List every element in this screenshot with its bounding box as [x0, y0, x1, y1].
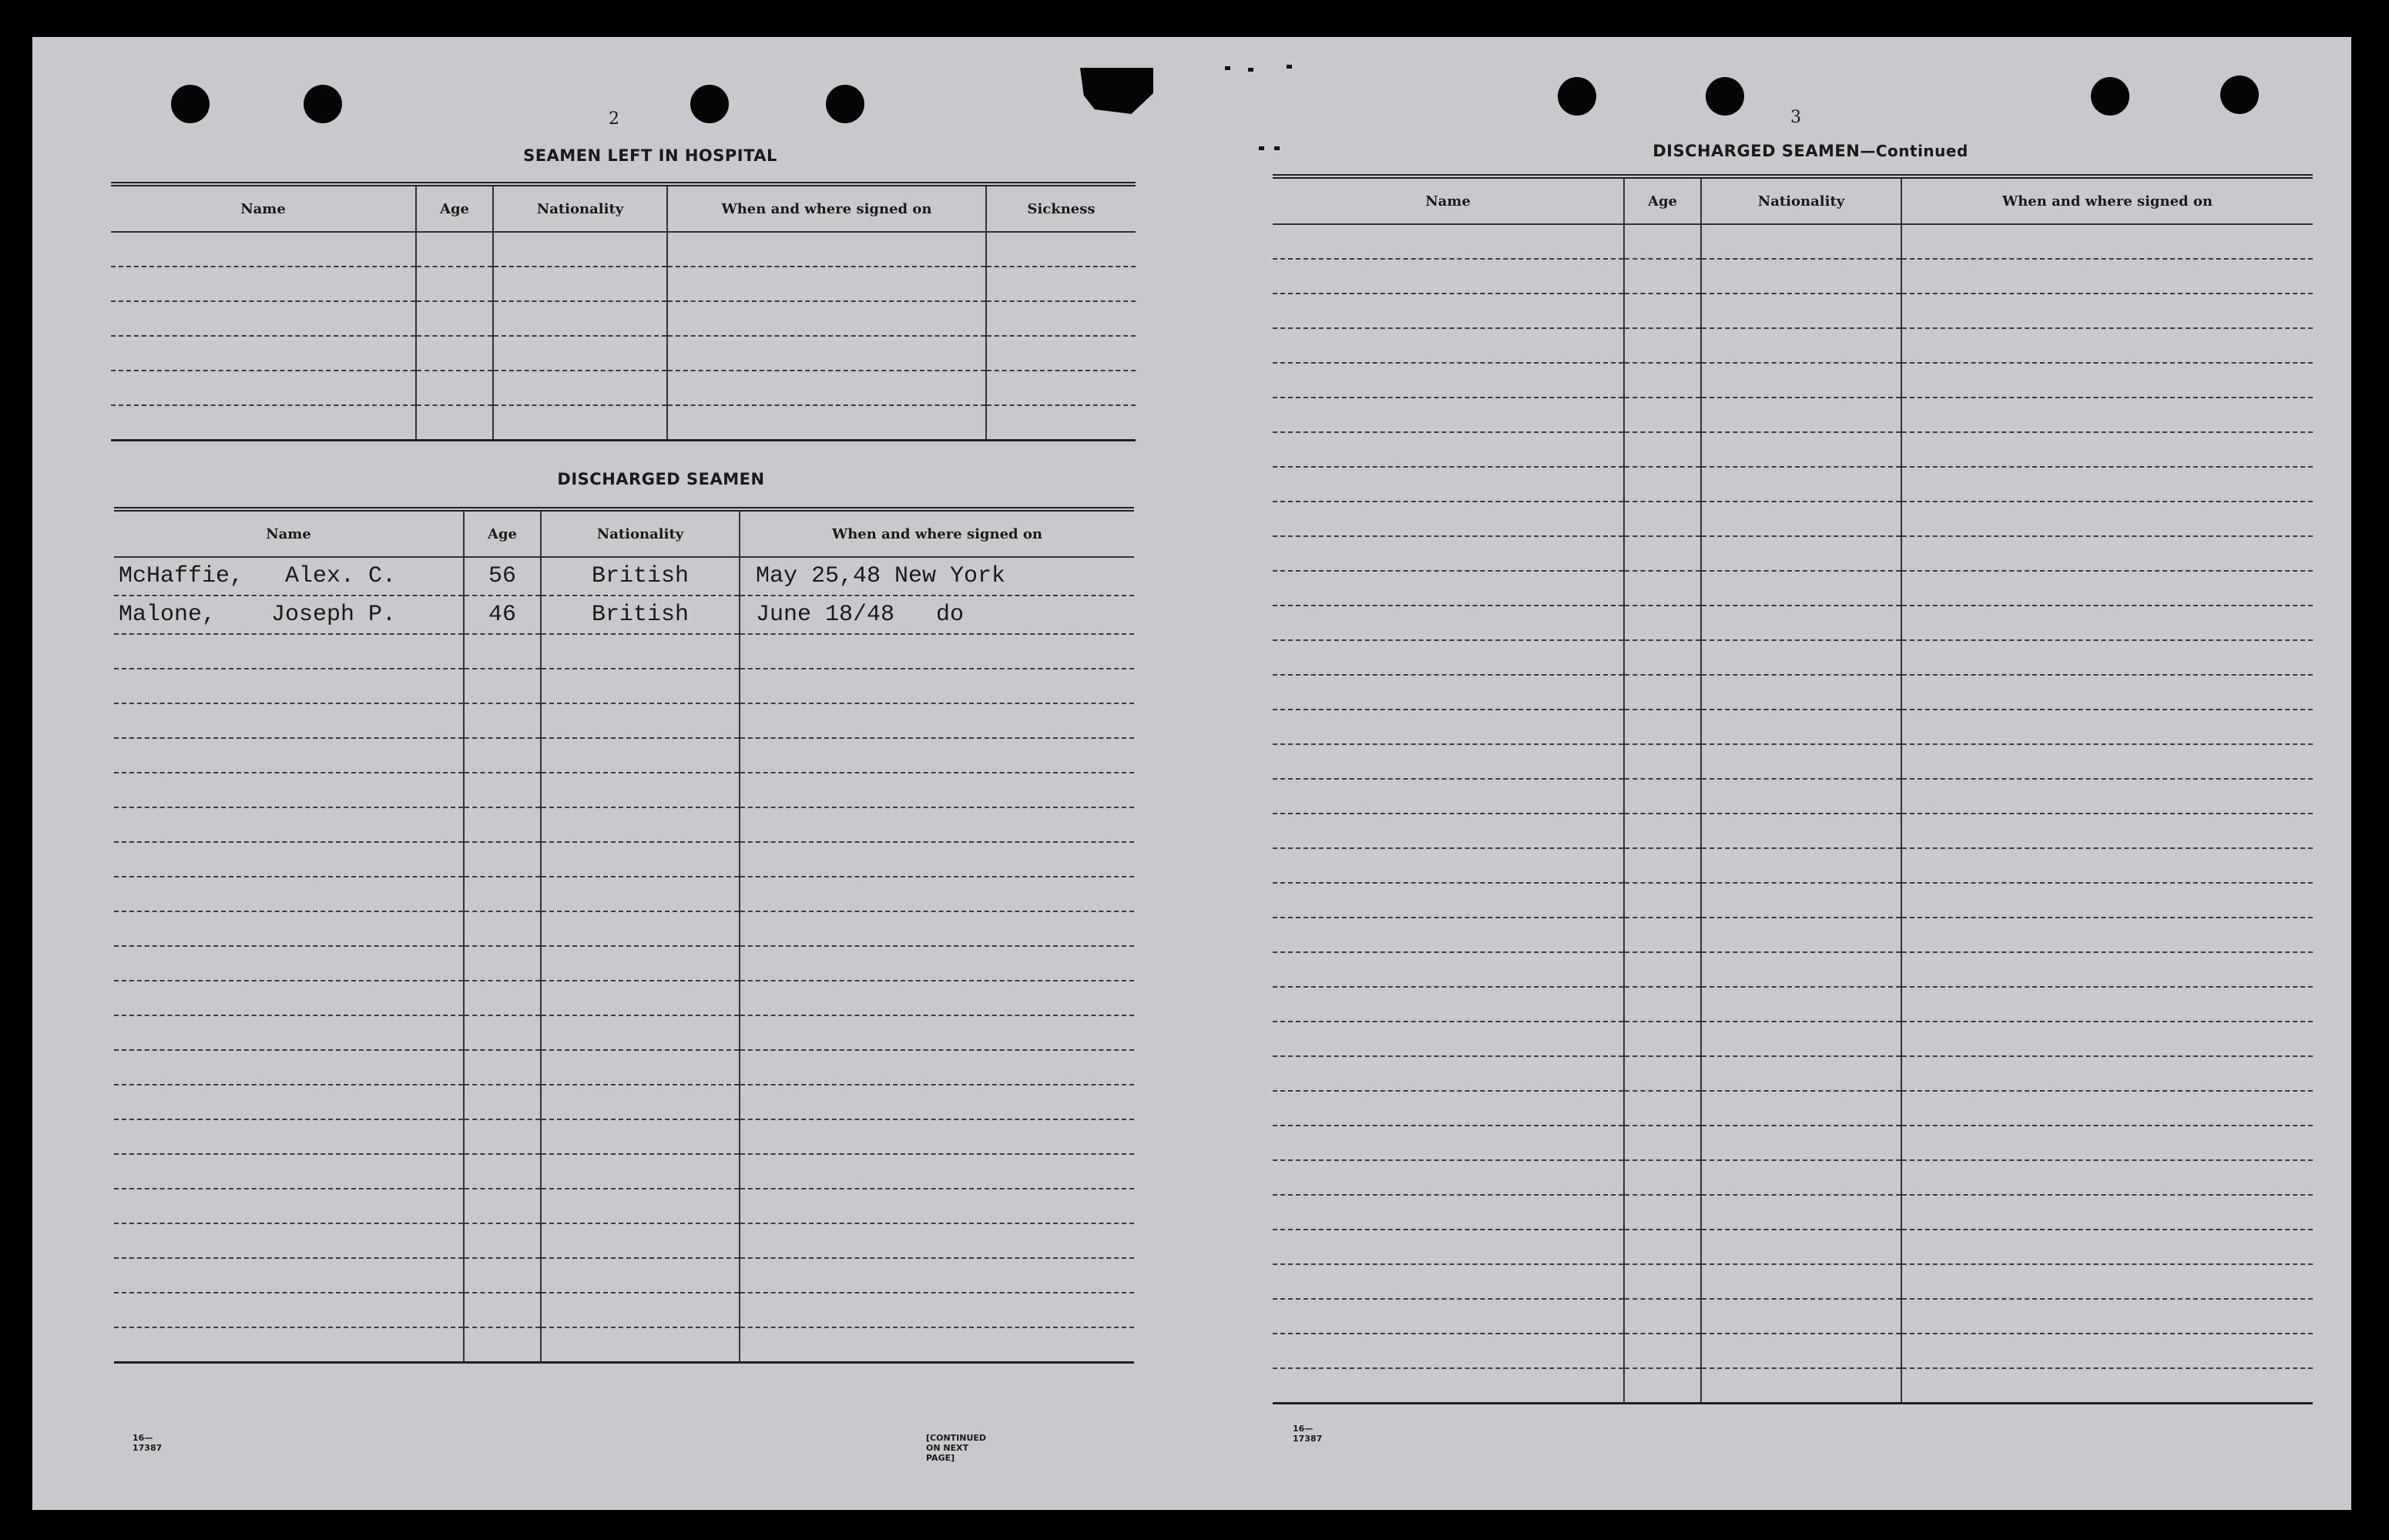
table-row [1273, 1126, 2313, 1160]
torn-notch [1080, 68, 1153, 114]
table-row [1273, 918, 2313, 952]
form-number: 16—17387 [133, 1433, 163, 1453]
table-row [111, 336, 1136, 371]
table-row [114, 981, 1134, 1015]
table-row [1273, 848, 2313, 883]
col-name: Name [111, 184, 416, 232]
col-age: Age [416, 184, 493, 232]
table-row [1273, 1334, 2313, 1368]
table-row [1273, 744, 2313, 779]
punch-hole [2220, 75, 2259, 114]
seaman-name: McHaffie, Alex. C. [114, 557, 464, 596]
right-section-title [1271, 142, 2350, 160]
table-row [114, 877, 1134, 911]
table-row [1273, 675, 2313, 710]
table-row [1273, 467, 2313, 502]
table-row [1273, 571, 2313, 606]
table-row [114, 1258, 1134, 1293]
document-sheet [32, 37, 2351, 1510]
table-row [114, 557, 1134, 596]
table-row [1273, 536, 2313, 571]
table-row [114, 911, 1134, 946]
continued-note: [CONTINUED ON NEXT PAGE] [926, 1433, 987, 1463]
table-row [111, 267, 1136, 301]
punch-hole [1706, 77, 1744, 116]
table-row [1273, 398, 2313, 432]
seaman-name: Malone, Joseph P. [114, 596, 464, 634]
punch-hole [690, 85, 729, 123]
table-row [111, 405, 1136, 440]
table-row [114, 1119, 1134, 1154]
col-name: Name [1273, 176, 1624, 224]
seaman-signed-on: May 25,48 New York [740, 557, 1134, 596]
table-row [1273, 640, 2313, 675]
table-row [1273, 952, 2313, 987]
page-number: 2 [609, 109, 619, 129]
table-row [114, 1189, 1134, 1223]
col-sickness: Sickness [986, 184, 1136, 232]
punch-hole [2091, 77, 2129, 116]
table-row [1273, 1091, 2313, 1126]
discharged-table [114, 507, 1134, 1364]
col-age: Age [464, 509, 541, 557]
speck [1259, 146, 1264, 150]
table-row [114, 773, 1134, 807]
table-row [1273, 259, 2313, 294]
table-row [111, 301, 1136, 336]
table-row [114, 946, 1134, 981]
table-row [114, 1154, 1134, 1189]
punch-hole [171, 85, 210, 123]
punch-hole [826, 85, 864, 123]
discharged-rows [114, 557, 1134, 1362]
table-row [1273, 1022, 2313, 1056]
table-row [1273, 1056, 2313, 1091]
hospital-section-title: SEAMEN LEFT IN HOSPITAL [523, 146, 777, 165]
hospital-table [111, 182, 1136, 441]
table-row [114, 1327, 1134, 1362]
hospital-rows [111, 232, 1136, 440]
table-row [1273, 1368, 2313, 1403]
table-row [1273, 294, 2313, 328]
table-row [1273, 363, 2313, 398]
table-row [114, 596, 1134, 634]
form-number: 16—17387 [1293, 1424, 1323, 1444]
table-row [1273, 1264, 2313, 1299]
punch-hole [1558, 77, 1596, 116]
table-row [111, 371, 1136, 405]
table-row [114, 842, 1134, 877]
col-signed-on: When and where signed on [667, 184, 986, 232]
table-row [1273, 328, 2313, 363]
table-row [1273, 710, 2313, 744]
title-main: DISCHARGED SEAMEN [1653, 142, 1861, 160]
table-row [1273, 779, 2313, 814]
table-row [114, 703, 1134, 738]
table-row [114, 1085, 1134, 1119]
col-nationality: Nationality [493, 184, 667, 232]
col-name: Name [114, 509, 464, 557]
table-row [111, 232, 1136, 267]
col-age: Age [1624, 176, 1701, 224]
table-row [1273, 987, 2313, 1022]
punch-hole [304, 85, 342, 123]
col-nationality: Nationality [1701, 176, 1901, 224]
table-row [114, 738, 1134, 773]
table-row [114, 807, 1134, 842]
seaman-nationality: British [541, 596, 740, 634]
table-row [1273, 1160, 2313, 1195]
speck [1287, 65, 1292, 69]
seaman-age: 46 [464, 596, 541, 634]
seaman-age: 56 [464, 557, 541, 596]
table-row [1273, 1195, 2313, 1230]
table-row [114, 1293, 1134, 1327]
seaman-nationality: British [541, 557, 740, 596]
table-row [1273, 502, 2313, 536]
table-row [1273, 1230, 2313, 1264]
table-row [114, 669, 1134, 703]
table-row [1273, 814, 2313, 848]
speck [1225, 66, 1230, 70]
table-row [1273, 606, 2313, 640]
table-row [1273, 883, 2313, 918]
col-signed-on: When and where signed on [740, 509, 1134, 557]
title-suffix: —Continued [1860, 142, 1968, 160]
table-row [1273, 432, 2313, 467]
table-row [1273, 224, 2313, 259]
col-nationality: Nationality [541, 509, 740, 557]
col-signed-on: When and where signed on [1901, 176, 2313, 224]
table-row [114, 1015, 1134, 1050]
table-row [114, 634, 1134, 669]
continued-rows [1273, 224, 2313, 1403]
table-row [114, 1223, 1134, 1258]
continued-table [1273, 174, 2313, 1404]
speck [1248, 68, 1253, 72]
seaman-signed-on: June 18/48 do [740, 596, 1134, 634]
page-number: 3 [1790, 108, 1801, 127]
table-row [114, 1050, 1134, 1085]
table-row [1273, 1299, 2313, 1334]
discharged-section-title: DISCHARGED SEAMEN [557, 470, 765, 488]
